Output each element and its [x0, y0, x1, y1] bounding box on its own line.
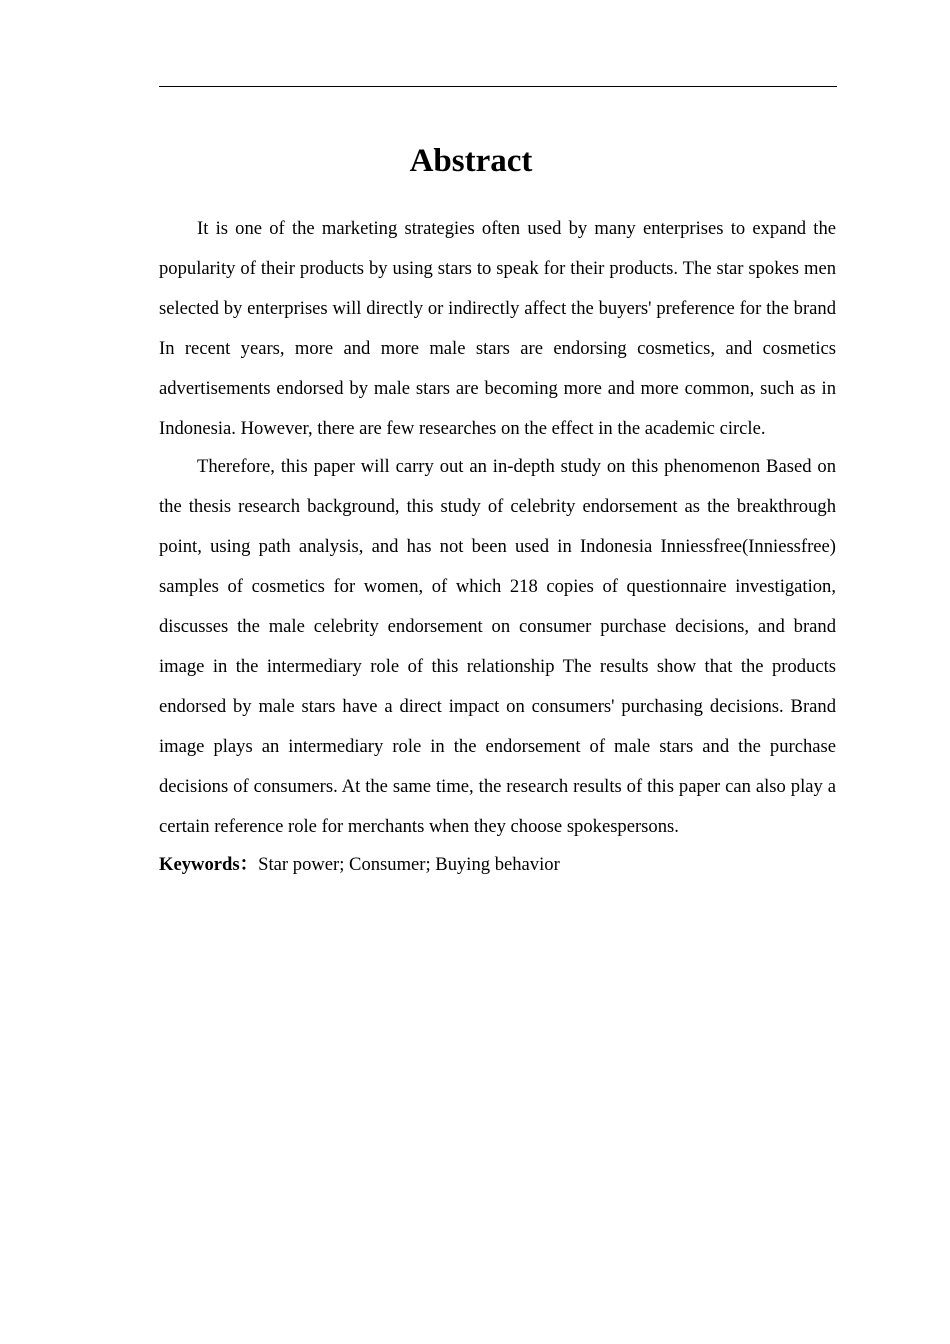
- abstract-paragraph-1: It is one of the marketing strategies often used by many enterprises to expand the popularity of their products by using stars to speak for their products. The star spokes men selected by enterprises will directly or indirectly affect the buyers' preference for the brand In recent years, more and more male stars are endorsing cosmetics, and cosmetics advertisements endorsed by male stars are becoming more and more common, such as in Indonesia. However, there are few researches on the effect in the academic circle.: [159, 218, 836, 439]
- abstract-title: Abstract: [409, 143, 533, 179]
- header-rule: [159, 86, 837, 87]
- keywords-text: Star power; Consumer; Buying behavior: [258, 854, 560, 875]
- abstract-paragraph-2: Therefore, this paper will carry out an in-depth study on this phenomenon Based on the thesis research background, this study of celebrity endorsement as the breakthrough point, using path analysis, and has not been used in Indonesia Inniessfree(Inniessfree) samples of cosmetics for women, of which 218 copies of questionnaire investigation, discusses the male celebrity endorsement on consumer purchase decisions, and brand image in the intermediary role of this relationship The results show that the products endorsed by male stars have a direct impact on consumers' purchasing decisions. Brand image plays an intermediary role in the endorsement of male stars and the purchase decisions of consumers. At the same time, the research results of this paper can also play a certain reference role for merchants when they choose spokespersons.: [159, 456, 836, 837]
- keywords-label: Keywords：: [159, 854, 259, 875]
- abstract-body: [159, 209, 836, 885]
- keywords-line: [159, 845, 836, 885]
